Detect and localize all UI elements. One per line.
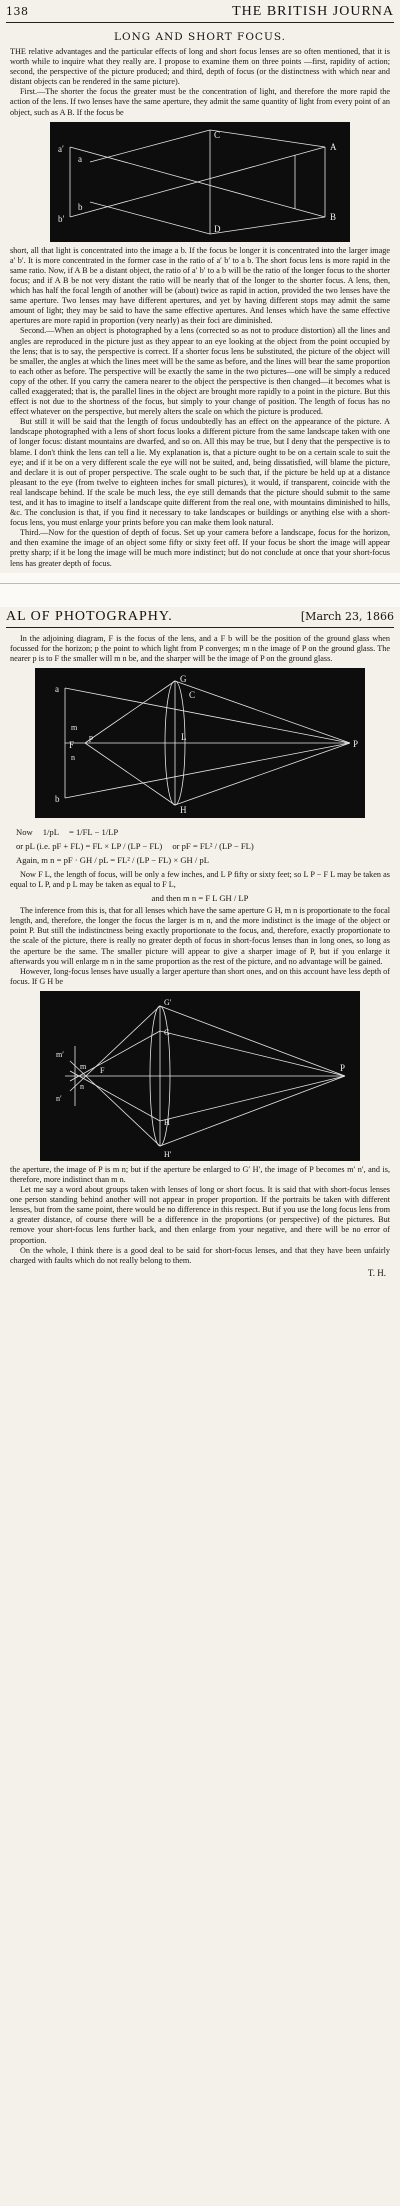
fig1-label-D: D xyxy=(214,223,221,234)
page-divider xyxy=(0,583,400,584)
equation-row xyxy=(16,826,384,838)
fig1-label-A: A xyxy=(330,141,337,152)
paragraph: But still it will be said that the length of focus undoubtedly has an effect on the appearance of the picture. A landscape photographed with a lens of short focus looks a different picture from the same landscape taken with one of longer focus: distant mountains are dwarfed, and so on. All this may be true, but I deny that the perspective is to blame. I don't think the lens can tell a lie. My explanation is, that a picture ought to be on a certain scale to suit the eye; and if it be on a very different scale the eye will not be suited, and, being dissatisfied, will blame the picture, and declare it is out of proper perspective. The scale ought to be such that, if the picture be held up at a distance pleasant to the eye (from twelve to eighteen inches for small pictures), it would, if transparent, coincide with the real landscape behind. If the scale be much less, the eye still demands that the picture should submit to the same test, and it has to imagine to itself a landscape quite different from the real one, with mountains diminished to hills, &c. The conclusion is that, if you find it necessary to take landscapes or buildings or anything else with a short-focus lens, you must enlarge your prints before you can make them look natural. xyxy=(10,417,390,528)
fig2-label-L: L xyxy=(181,731,187,742)
fig1-label-a-prime: a′ xyxy=(58,143,64,154)
header-rule-2 xyxy=(6,627,394,628)
fig3-label-H-prime: H′ xyxy=(164,1149,172,1159)
figure-1-diagram xyxy=(50,122,350,242)
equation-row xyxy=(16,854,384,866)
paragraph: Let me say a word about groups taken with lenses of long or short focus. It is said that with short-focus lenses one person standing behind another will not appear in proper proportion. If the portraits be taken with different lenses, but from the same point, there would be no difference in this respect. But if you use the long focus lens from a greater distance, of course there will be a difference in the proportions (or perspective) of the pictures. But remove your short-focus lens further back, and then enlarge from your negative, and there will be no error of proportion. xyxy=(10,1185,390,1245)
fig3-label-n: n xyxy=(80,1081,84,1091)
article-body-page2c xyxy=(0,906,400,987)
equation-final xyxy=(0,890,400,906)
eq-2a: or pL (i.e. pF + FL) = FL × LP / (LP − FL) xyxy=(16,840,163,851)
eq-3a: Again, m n = pF · GH / pL = FL² / (LP − FL) × GH / pL xyxy=(16,854,209,865)
fig2-label-n: n xyxy=(71,752,75,762)
fig3-label-m: m xyxy=(80,1061,87,1071)
running-head-2 xyxy=(0,607,400,625)
fig2-label-m: m xyxy=(71,722,78,732)
page-gap xyxy=(0,573,400,607)
fig1-label-B: B xyxy=(330,211,337,222)
author-signature: T. H. xyxy=(367,1267,386,1278)
fig2-label-F: F xyxy=(69,739,75,750)
article-body-page2d xyxy=(0,1165,400,1266)
article-title: LONG AND SHORT FOCUS. xyxy=(114,31,286,43)
issue-date: [March 23, 1866 xyxy=(300,609,394,623)
article-body-top xyxy=(0,47,400,118)
eq-1b: = 1/FL − 1/LP xyxy=(68,826,119,837)
paragraph: Second.—When an object is photographed by a lens (corrected so as not to produce distortion) all the lines and angles are reproduced in the picture just as they appear to an eye looking at the object from the point occupied by the lens; that is to say, the perspective is correct. If a shorter focus lens be substituted, the picture of the object will be smaller, the angles at which the lines meet will be the same as before, and the lines will bear the same proportion to each other as before. The perspective will be exactly the same in the two pictures—one will be simply a reduced copy of the other. If you carry the camera nearer to the object the perspective is then changed—it becomes what is called exaggerated; that is, the parallel lines in the object are brought more rapidly to a point in the picture. But this effect is not due to the shortness of the focus, but simply to your change of position. The length of focus has no effect whatever on the perspective, but merely alters the scale on which the picture is produced. xyxy=(10,326,390,417)
fig3-label-G: G xyxy=(164,1027,170,1037)
paragraph: Now F L, the length of focus, will be only a few inches, and L P fifty or sixty feet; so L P − F L may be taken as equal to L P, and p L may be taken as equal to F L, xyxy=(10,869,390,890)
fig2-label-p: p xyxy=(89,732,93,742)
fig2-label-G: G xyxy=(180,673,187,684)
article-body-page2b xyxy=(0,870,400,890)
fig2-label-b: b xyxy=(55,793,60,804)
figure-2-diagram xyxy=(35,668,365,818)
paragraph: On the whole, I think there is a good deal to be said for short-focus lenses, and that they have been unfairly charged with faults which do not really belong to them. xyxy=(10,1245,390,1265)
page-number: 138 xyxy=(6,5,29,18)
eq-4: and then m n = F L GH / LP xyxy=(151,893,249,904)
paragraph: THE relative advantages and the particular effects of long and short focus lenses are so often mentioned, that it is worth while to inquire what they really are. I propose to examine them on three points —first, rapidity of action; second, the perspective of the picture produced; and third, depth of focus (or the distinctness with which near and distant objects can be rendered in the same picture). xyxy=(10,47,390,87)
fig2-label-a: a xyxy=(55,683,59,694)
equations-block xyxy=(0,822,400,870)
fig2-label-C: C xyxy=(189,689,196,700)
journal-title-left: THE BRITISH JOURNA xyxy=(232,4,394,19)
fig3-label-G-prime: G′ xyxy=(164,997,172,1007)
fig3-label-H: H xyxy=(164,1117,170,1127)
paragraph: However, long-focus lenses have usually a larger aperture than short ones, and on this account have less depth of focus. If G H be xyxy=(10,966,390,986)
fig2-label-H: H xyxy=(180,804,187,815)
header-rule xyxy=(6,22,394,23)
paragraph: short, all that light is concentrated into the image a b. If the focus be longer it is concentrated into the larger image a′ b′. It is more concentrated in the former case in the ratio of a′ b′ to a b. The short focus lens is more rapid in the same ratio. Now, if A B be a distant object, the ratio of a′ b′ to a b will be the ratio of the longer focus to the shorter focus; and if A B be not very distant the ratio will be nearly that of the longer to the shorter focus. A lens, then, which has half the focal length of another will be (about) twice as rapid in action, provided the two lenses have the same aperture. Two lenses may have different apertures, and yet by having different stops may admit the same amount of light; they may be said to have the same effective apertures. And lenses which have the same effective apertures are more rapid in proportion (very nearly) as their foci are diminished. xyxy=(10,245,390,326)
paragraph: In the adjoining diagram, F is the focus of the lens, and a F b will be the position of the ground glass when focussed for the horizon; p the point to which light from P converges; m n the image of P on the ground glass. The nearer p is to F the smaller will m n be, and the sharper will be the image of P on the ground glass. xyxy=(10,633,390,663)
figure-3-diagram xyxy=(40,991,360,1161)
eq-now: Now xyxy=(16,826,33,837)
article-body-page2 xyxy=(0,634,400,664)
journal-title-right: AL OF PHOTOGRAPHY. xyxy=(6,608,173,624)
fig1-label-b: b xyxy=(78,201,83,212)
paragraph: the aperture, the image of P is m n; but if the aperture be enlarged to G′ H′, the image of P becomes m′ n′, and is, therefore, more indistinct than m n. xyxy=(10,1164,390,1184)
paragraph: First.—The shorter the focus the greater must be the concentration of light, and therefore the more rapid the action of the lens. If two lenses have the same aperture, they admit the same quantity of light from every point of an object, such as A B. If the focus be xyxy=(10,87,390,117)
paragraph: The inference from this is, that for all lenses which have the same aperture G H, m n is proportionate to the focal length, and, therefore, the longer the focus the larger is m n, and the more indistinct is the image of the object or point P. But still the indistinctness being exactly proportionate to the focus, and, therefore, exactly proportionate to the scale of the picture, there is really no greater depth of focus in short-focus lenses than in long ones, so long as the aperture be the same. The smaller picture will appear to give a sharper image of P, but if you enlarge it afterwards you will enlarge m n in the same proportion as the rest of the picture, and no advantage will be gained. xyxy=(10,906,390,966)
fig1-label-b-prime: b′ xyxy=(58,213,65,224)
article-body-middle xyxy=(0,246,400,569)
equation-row xyxy=(16,840,384,852)
running-head xyxy=(0,0,400,20)
eq-2b: or pF = FL² / (LP − FL) xyxy=(172,840,254,851)
eq-1a: 1/pL xyxy=(42,826,59,837)
fig3-label-n-prime: n′ xyxy=(56,1093,62,1103)
fig3-label-F: F xyxy=(100,1065,105,1075)
fig1-label-a: a xyxy=(78,153,82,164)
fig3-label-P: P xyxy=(340,1062,346,1073)
paragraph: Third.—Now for the question of depth of focus. Set up your camera before a landscape, focus for the horizon, and then examine the image of an object some fifty or sixty feet off. If your focus be short the image will appear pretty sharp; if it be long the image will be much more indistinct; but do not conclude at once that your short-focus lens has greater depth of focus. xyxy=(10,528,390,568)
fig2-label-P: P xyxy=(353,738,359,749)
fig3-label-m-prime: m′ xyxy=(56,1049,64,1059)
fig1-label-C: C xyxy=(214,129,221,140)
